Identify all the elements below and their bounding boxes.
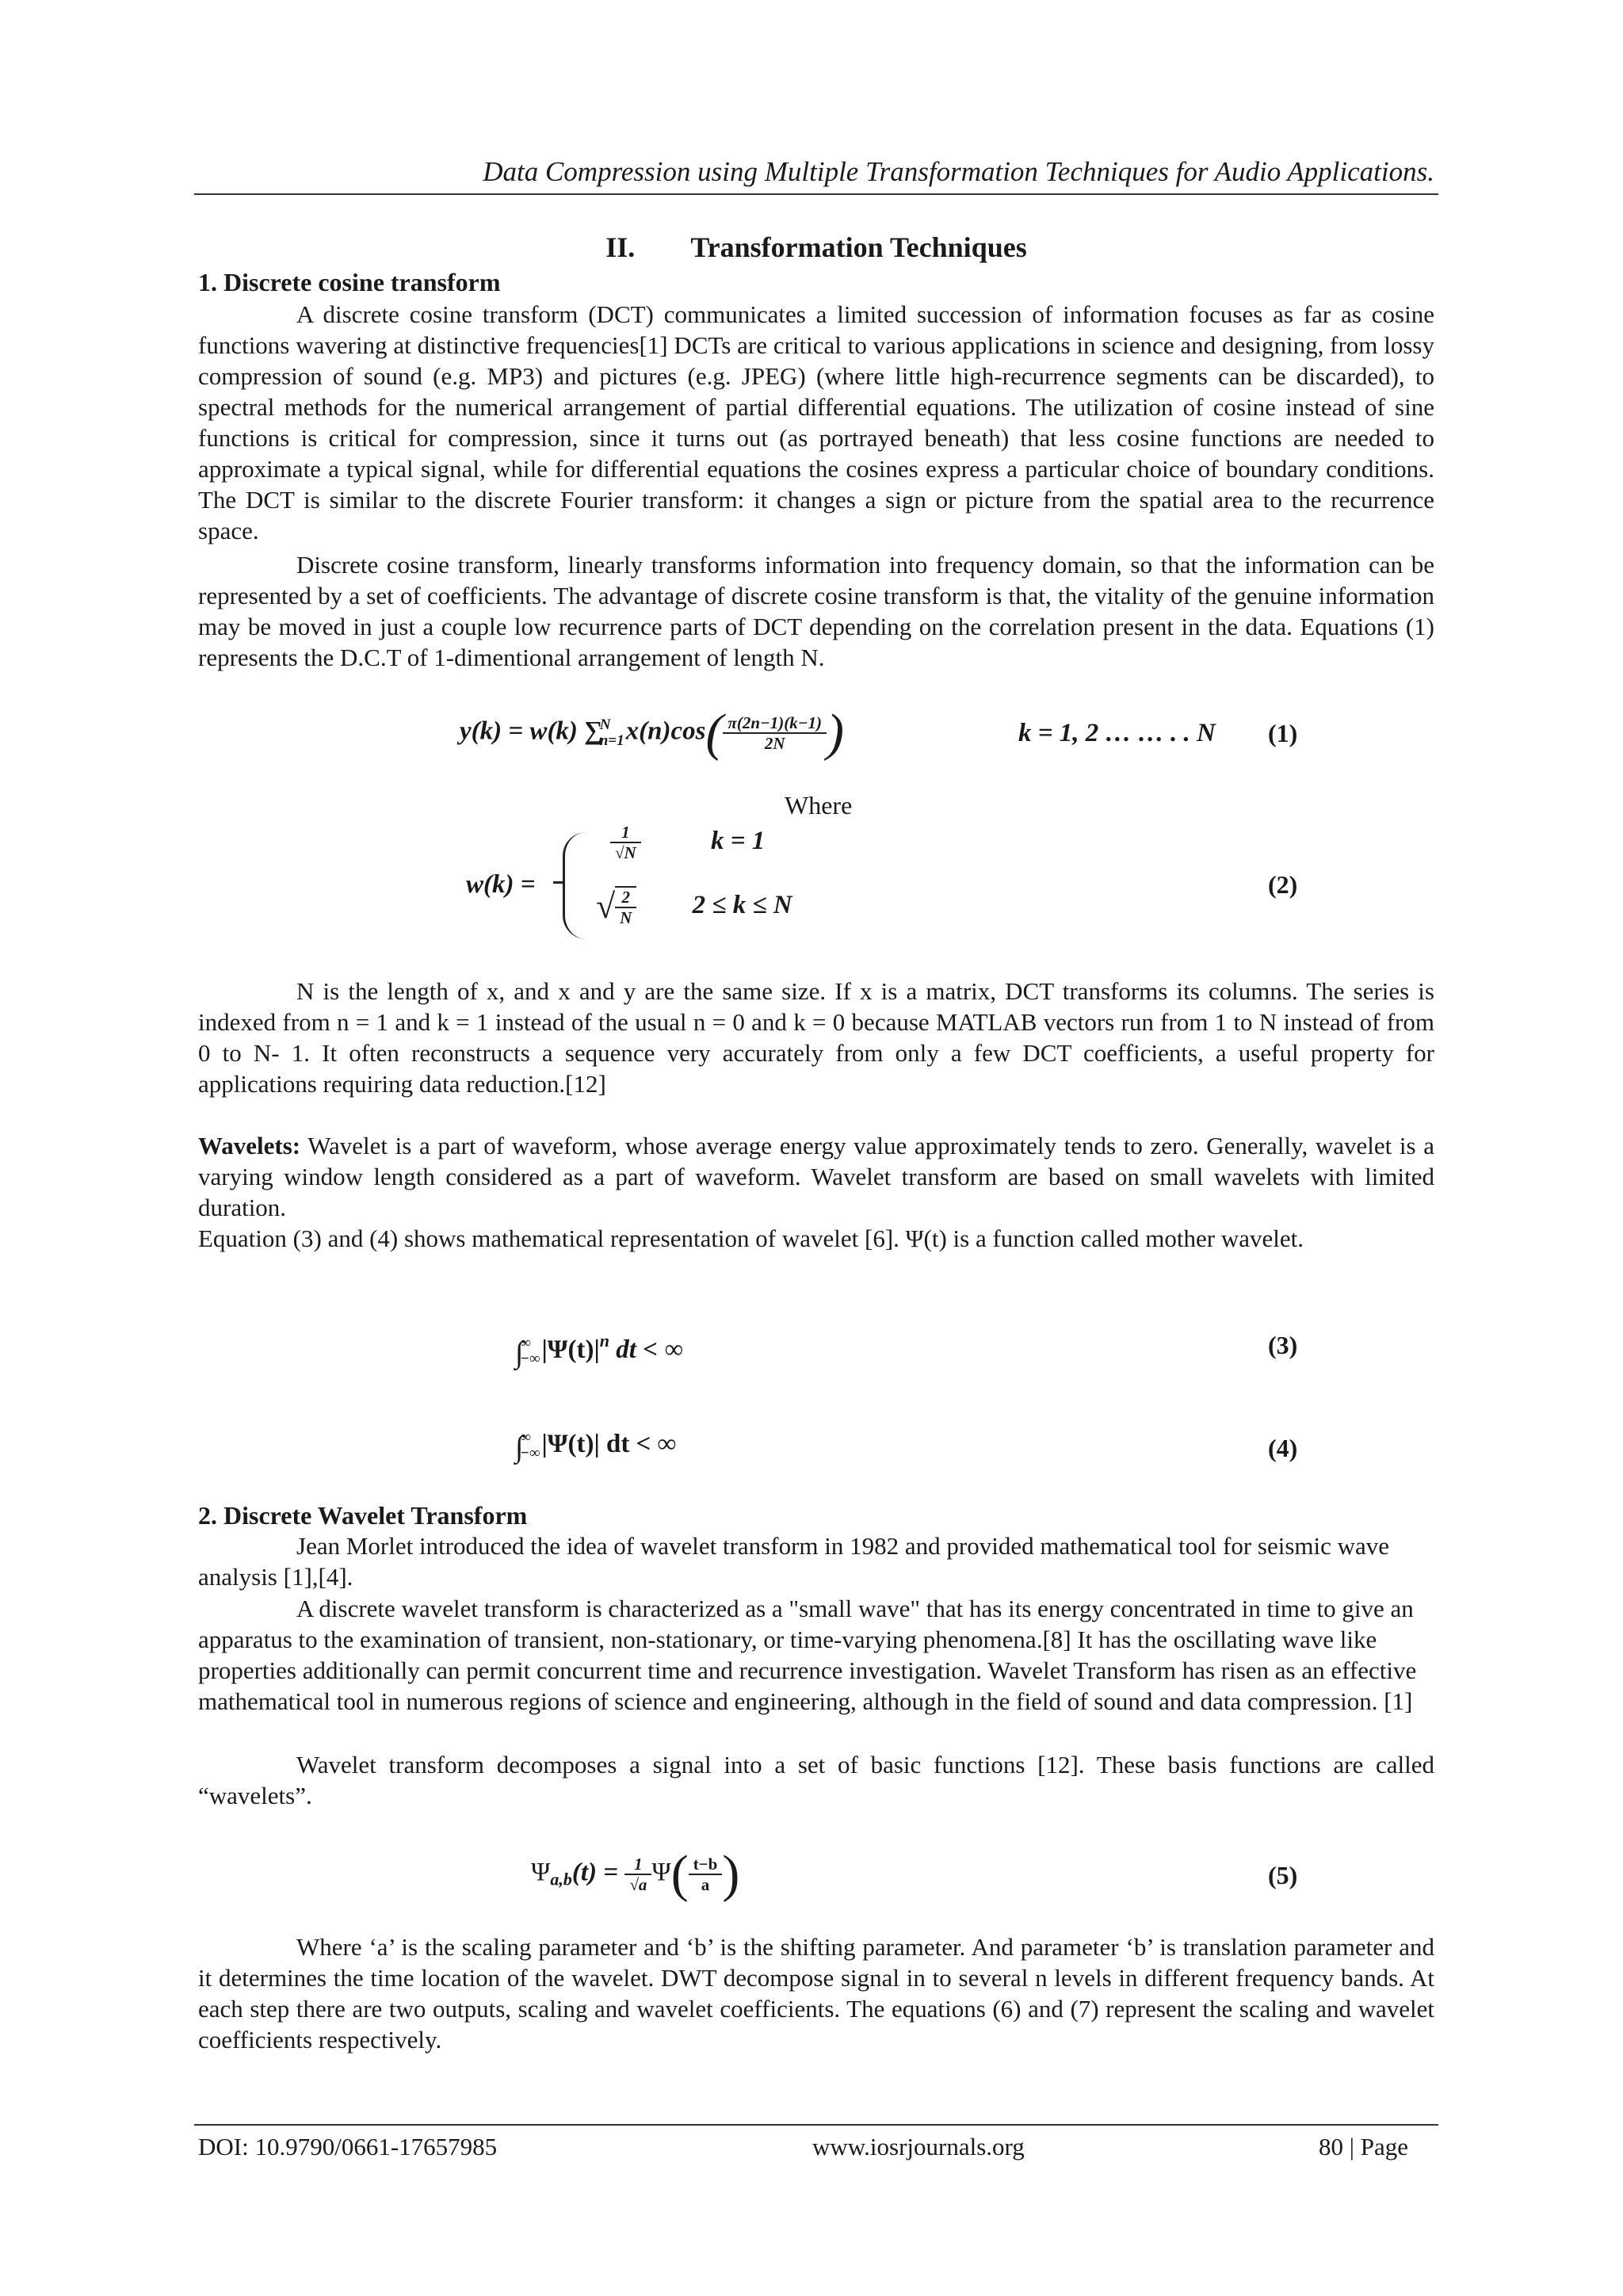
dwt-paragraph-2: A discrete wavelet transform is characterized as a "small wave" that has its energy concentrated in time to give an apparatus to the examination of transient, non-stationary, or time-varying phenomena.[8] It has the oscillating wave like properties additionally can permit concurrent time and recurrence investigation. Wavelet Transform has risen as an effective mathematical tool in numerous regions of science and engineering, although in the field of sound and data compression. [1]: [198, 1595, 1417, 1715]
eq5-number: (5): [1268, 1861, 1298, 1889]
wavelets-paragraph-1: [198, 1130, 1434, 1223]
eq1-frac-num: π(2n−1)(k−1): [723, 713, 827, 734]
eq1-frac-den: 2N: [764, 734, 785, 753]
wavelets-label: Wavelets:: [198, 1132, 301, 1159]
eq5-inner-num: t−b: [689, 1855, 723, 1875]
eq5-open-paren: (: [670, 1845, 689, 1903]
eq1-mid: x(n)cos: [625, 716, 706, 746]
dwt-paragraph-1: Jean Morlet introduced the idea of wavelet transform in 1982 and provided mathematical tool for seismic wave analysis [1],[4].: [198, 1532, 1390, 1591]
dwt-paragraph-4: Where ‘a’ is the scaling parameter and ‘b’ is the shifting parameter. And parameter ‘b’ is translation parameter and it determines the time location of the wavelet. DWT decompose signal in to several n levels in different frequency bands. At each step there are two outputs, scaling and wavelet coefficients. The equations (6) and (7) represent the scaling and wavelet coefficients respectively.: [198, 1933, 1434, 2053]
wavelets-text-1: Wavelet is a part of waveform, whose average energy value approximately tends to zero. Generally, wavelet is a varying window length considered as a part of waveform. Wavelet transform are based on small wavelets with limited duration.: [198, 1132, 1434, 1221]
dwt-paragraph-3: Wavelet transform decomposes a signal into a set of basic functions [12]. These basis functions are called “wavelets”.: [198, 1751, 1434, 1809]
eq3-lower: −∞: [520, 1350, 540, 1368]
eq5-close-paren: ): [722, 1845, 740, 1903]
eq3-body: |Ψ(t)|: [541, 1335, 600, 1364]
wavelets-paragraph-2: Equation (3) and (4) shows mathematical representation of wavelet [6]. Ψ(t) is a function called mother wavelet.: [198, 1224, 1304, 1252]
eq2-case1-fraction: [610, 823, 641, 862]
eq4-body: |Ψ(t)| dt < ∞: [541, 1430, 677, 1458]
eq4-lower: −∞: [520, 1445, 540, 1462]
eq2-case2-fraction: [615, 886, 636, 927]
eq1-sum-upper: N: [599, 716, 611, 733]
footer-page-number: 80 | Page: [1319, 2133, 1408, 2160]
eq3-tail: dt < ∞: [609, 1335, 683, 1364]
equation-4: [515, 1428, 676, 1463]
eq4-limits: [520, 1430, 540, 1461]
eq5-subscript: a,b: [550, 1869, 572, 1889]
eq5-fraction: [624, 1855, 651, 1894]
eq1-number: (1): [1268, 719, 1298, 747]
eq2-case-1: [610, 823, 765, 862]
eq1-close-paren: ): [827, 704, 844, 762]
eq1-open-paren: (: [705, 704, 724, 762]
eq2-left-brace: [563, 832, 590, 939]
equation-1: [460, 704, 844, 762]
eq2-case2-den: N: [620, 908, 632, 927]
dct-heading: 1. Discrete cosine transform: [198, 268, 501, 296]
footer-website: www.iosrjournals.org: [812, 2133, 1025, 2160]
eq5-psi: Ψ: [531, 1858, 551, 1887]
eq3-integral: ∫: [515, 1336, 524, 1370]
eq1-fraction: [723, 713, 827, 753]
eq1-sum-lower: n=1: [599, 732, 624, 749]
eq5-frac-num: 1: [624, 1855, 651, 1875]
eq3-power: n: [599, 1331, 609, 1350]
eq4-integral: ∫: [515, 1431, 524, 1464]
section-heading: Transformation Techniques: [690, 231, 1027, 263]
eq1-range: k = 1, 2 … … . . N: [1018, 719, 1216, 747]
eq5-inner-fraction: [689, 1855, 723, 1894]
eq1-sum-limits: [600, 717, 624, 749]
eq2-case2-num: 2: [615, 888, 636, 908]
eq2-case1-num: 1: [610, 823, 641, 843]
header-rule: [194, 193, 1438, 195]
eq2-case1-cond: k = 1: [710, 826, 766, 855]
eq5-arg: (t) =: [571, 1858, 619, 1887]
eq2-brace-tip: [553, 881, 564, 884]
eq2-lhs: w(k) =: [466, 870, 536, 899]
footer-doi: DOI: 10.9790/0661-17657985: [198, 2133, 498, 2160]
eq5-frac-den: √a: [629, 1875, 647, 1894]
eq3-limits: [520, 1335, 540, 1367]
eq4-number: (4): [1268, 1434, 1298, 1462]
dwt-heading: 2. Discrete Wavelet Transform: [198, 1501, 528, 1530]
running-header: Data Compression using Multiple Transformation Techniques for Audio Applications.: [483, 156, 1434, 187]
section-title: [198, 230, 1434, 265]
eq2-case1-den: √N: [615, 843, 636, 862]
dct-paragraph-2: Discrete cosine transform, linearly transforms information into frequency domain, so that the information can be represented by a set of coefficients. The advantage of discrete cosine transform is that, the vitality of the genuine information may be moved in just a couple low recurrence parts of DCT depending on the correlation present in the data. Equations (1) represents the D.C.T of 1-dimentional arrangement of length N.: [198, 551, 1434, 671]
dct-paragraph-3: N is the length of x, and x and y are the same size. If x is a matrix, DCT transforms its columns. The series is indexed from n = 1 and k = 1 instead of the usual n = 0 and k = 0 because MATLAB vectors run from 1 to N instead of from 0 to N- 1. It often reconstructs a sequence very accurately from only a few DCT coefficients, a useful property for applications requiring data reduction.[12]: [198, 977, 1434, 1098]
equation-5: [531, 1845, 740, 1903]
equation-3: [515, 1325, 683, 1369]
eq3-number: (3): [1268, 1331, 1298, 1359]
eq2-number: (2): [1268, 870, 1298, 899]
eq1-lhs: y(k) = w(k) ∑: [460, 716, 603, 746]
eq5-inner-den: a: [701, 1875, 710, 1894]
eq2-case2-cond: 2 ≤ k ≤ N: [692, 890, 792, 919]
eq5-psi-2: Ψ: [651, 1858, 671, 1887]
eq2-sqrt-sign: √: [596, 887, 616, 926]
eq4-upper: ∞: [520, 1429, 531, 1446]
eq3-upper: ∞: [520, 1335, 531, 1352]
dct-paragraph-1: A discrete cosine transform (DCT) communicates a limited succession of information focuses as far as cosine functions wavering at distinctive frequencies[1] DCTs are critical to various applications in science and designing, from lossy compression of sound (e.g. MP3) and pictures (e.g. JPEG) (where little high-recurrence segments can be discarded), to spectral methods for the numerical arrangement of partial differential equations. The utilization of cosine instead of sine functions is critical for compression, since it turns out (as portrayed beneath) that less cosine functions are needed to approximate a typical signal, while for differential equations the cosines express a particular choice of boundary conditions. The DCT is similar to the discrete Fourier transform: it changes a sign or picture from the spatial area to the recurrence space.: [198, 300, 1434, 544]
eq2-case-2: [596, 886, 792, 927]
footer-rule: [194, 2124, 1438, 2126]
section-number: II.: [605, 231, 636, 263]
where-label: Where: [785, 791, 853, 819]
